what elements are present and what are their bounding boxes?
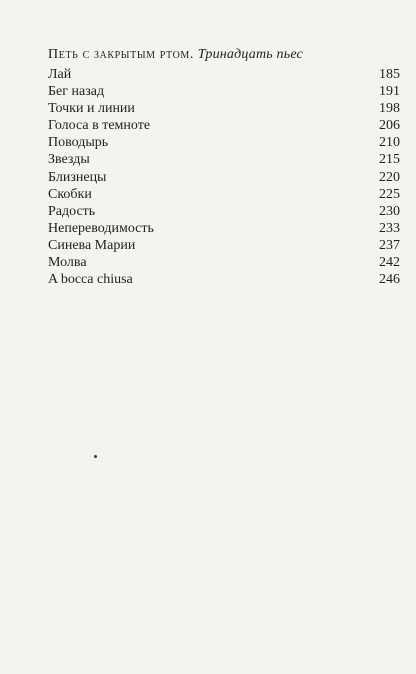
toc-entry	[48, 151, 400, 168]
toc-entry-title: Голоса в темноте	[48, 118, 151, 134]
toc-entry-page: 220	[379, 169, 400, 185]
toc-entry-page: 185	[379, 67, 400, 82]
toc-entry-title: Бег назад	[48, 84, 105, 100]
toc-entry-page: 242	[379, 255, 400, 271]
toc-entry	[48, 203, 400, 220]
toc-entry-title: Лай	[48, 67, 72, 82]
toc-entry-title: Поводырь	[48, 135, 109, 151]
section-heading	[48, 46, 400, 64]
section-title: Петь с закрытым ртом.	[48, 47, 195, 62]
toc-entry-page: 246	[379, 272, 400, 288]
toc-entry-title: Точки и линии	[48, 101, 135, 117]
toc-entry	[48, 83, 400, 100]
toc-entry-page: 237	[379, 237, 400, 253]
toc-entry-title: Синева Марии	[48, 237, 136, 253]
toc-entry-page: 210	[379, 135, 400, 151]
toc-entry	[48, 169, 400, 186]
toc-entry-title: Молва	[48, 255, 87, 271]
toc-entry-title: Радость	[48, 203, 96, 219]
toc-entry	[48, 254, 400, 271]
toc-entry-title: Скобки	[48, 186, 92, 202]
toc-entry	[48, 237, 400, 254]
toc-entry-page: 198	[379, 101, 400, 117]
toc-entry	[48, 117, 400, 134]
table-of-contents	[48, 46, 400, 288]
toc-entry	[48, 134, 400, 151]
toc-entry	[48, 186, 400, 203]
toc-entry	[48, 220, 400, 237]
toc-entry	[48, 66, 400, 83]
toc-entry	[48, 100, 400, 117]
toc-entry-title: Непереводимость	[48, 220, 154, 236]
toc-entry-page: 233	[379, 220, 400, 236]
toc-entry-title: Близнецы	[48, 169, 107, 185]
section-subtitle: Тринадцать пьес	[197, 47, 303, 62]
toc-entry-title: A bocca chiusa	[48, 272, 133, 288]
ink-speck	[94, 455, 97, 458]
toc-entry-page: 191	[379, 84, 400, 100]
toc-entry-page: 225	[379, 186, 400, 202]
toc-entry-page: 215	[379, 152, 400, 168]
toc-entry-page: 230	[379, 203, 400, 219]
toc-entry-page: 206	[379, 118, 400, 134]
toc-entry	[48, 271, 400, 288]
toc-entry-title: Звезды	[48, 152, 90, 168]
